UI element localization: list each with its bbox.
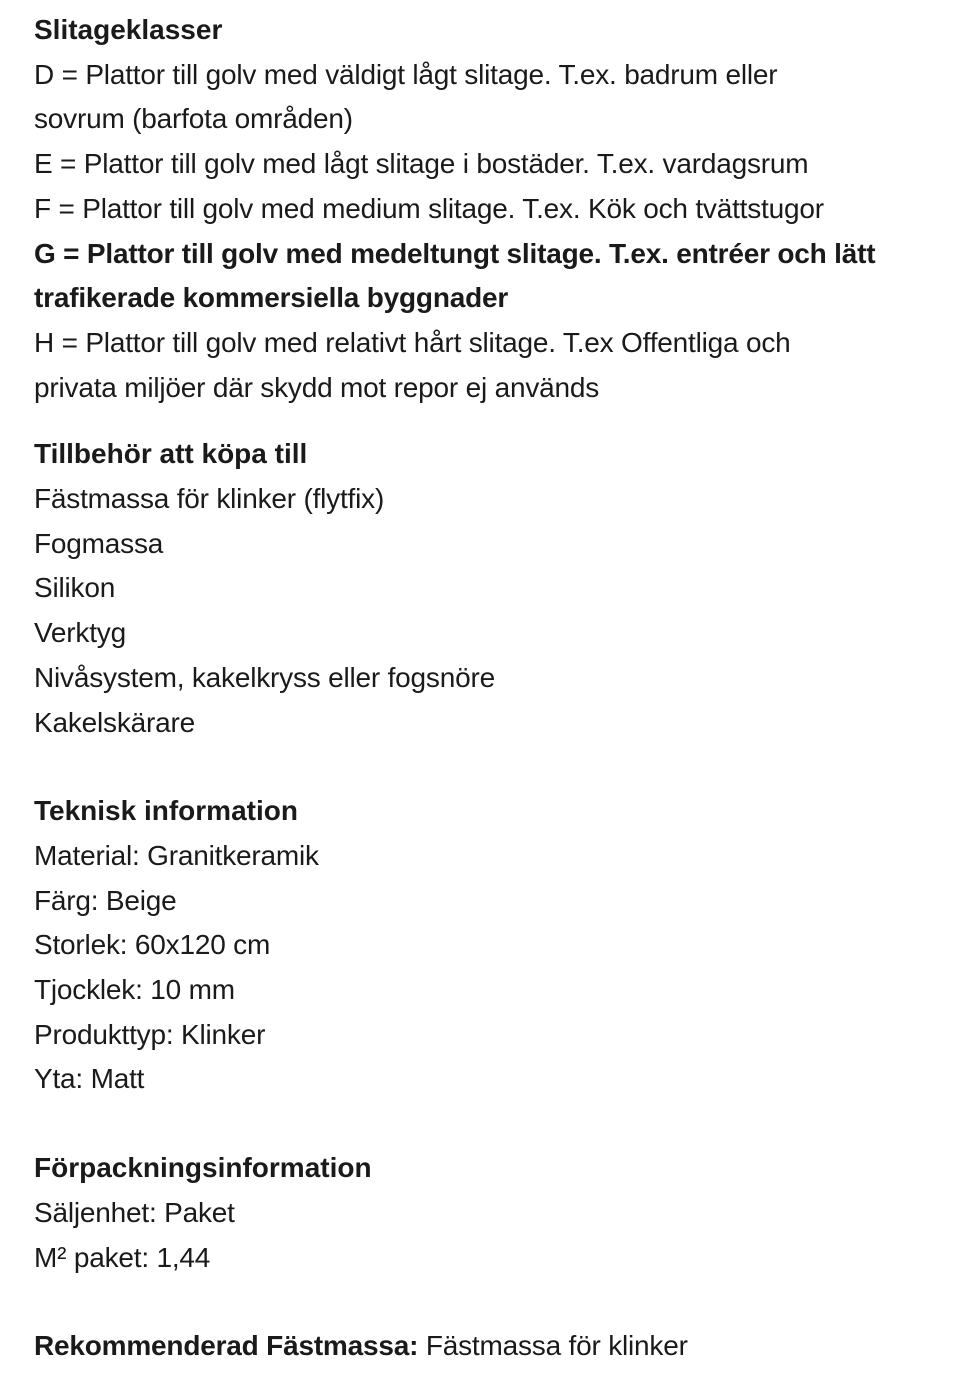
tillbehor-item: Verktyg (34, 617, 126, 649)
rekommenderad-label: Rekommenderad Fästmassa: (34, 1330, 419, 1362)
spacer (34, 1280, 930, 1324)
forpackning-item: Säljenhet: Paket (34, 1196, 235, 1228)
rekommenderad-value: Fästmassa för klinker (418, 1330, 688, 1362)
teknisk-item: Storlek: 60x120 cm (34, 929, 271, 961)
teknisk-item: Produkttyp: Klinker (34, 1018, 266, 1050)
slitage-line-e: E = Plattor till golv med lågt slitage i bostäder. T.ex. vardagsrum (34, 148, 809, 180)
forpackning-item: M² paket: 1,44 (34, 1241, 211, 1273)
teknisk-item: Yta: Matt (34, 1063, 145, 1095)
forpackning-section (34, 1146, 930, 1280)
tillbehor-item: Fästmassa för klinker (flytfix) (34, 483, 385, 515)
tillbehor-item: Fogmassa (34, 527, 164, 559)
teknisk-section (34, 789, 930, 1102)
slitage-section (34, 8, 930, 410)
spacer (34, 745, 930, 789)
tillbehor-section (34, 432, 930, 745)
teknisk-item: Tjocklek: 10 mm (34, 974, 235, 1006)
teknisk-item: Färg: Beige (34, 884, 177, 916)
spacer (34, 410, 930, 432)
tillbehor-item: Kakelskärare (34, 706, 196, 738)
teknisk-item: Material: Granitkeramik (34, 839, 319, 871)
slitage-heading: Slitageklasser (34, 14, 223, 45)
teknisk-heading: Teknisk information (34, 795, 298, 827)
tillbehor-heading: Tillbehör att köpa till (34, 438, 308, 470)
tillbehor-item: Nivåsystem, kakelkryss eller fogsnöre (34, 661, 495, 693)
slitage-line-d2: sovrum (barfota områden) (34, 103, 353, 135)
slitage-line-h1: H = Plattor till golv med relativt hårt slitage. T.ex Offentliga och (34, 326, 791, 358)
slitage-line-f: F = Plattor till golv med medium slitage. T.ex. Kök och tvättstugor (34, 192, 824, 224)
rekommenderad-line (34, 1324, 930, 1369)
spacer (34, 1102, 930, 1146)
slitage-line-h2: privata miljöer där skydd mot repor ej används (34, 371, 600, 403)
tillbehor-item: Silikon (34, 572, 116, 604)
slitage-line-d1: D = Plattor till golv med väldigt lågt slitage. T.ex. badrum eller (34, 58, 778, 90)
slitage-line-g2: trafikerade kommersiella byggnader (34, 282, 509, 314)
slitage-line-g1: G = Plattor till golv med medeltungt slitage. T.ex. entréer och lätt (34, 237, 876, 269)
forpackning-heading: Förpackningsinformation (34, 1152, 372, 1184)
